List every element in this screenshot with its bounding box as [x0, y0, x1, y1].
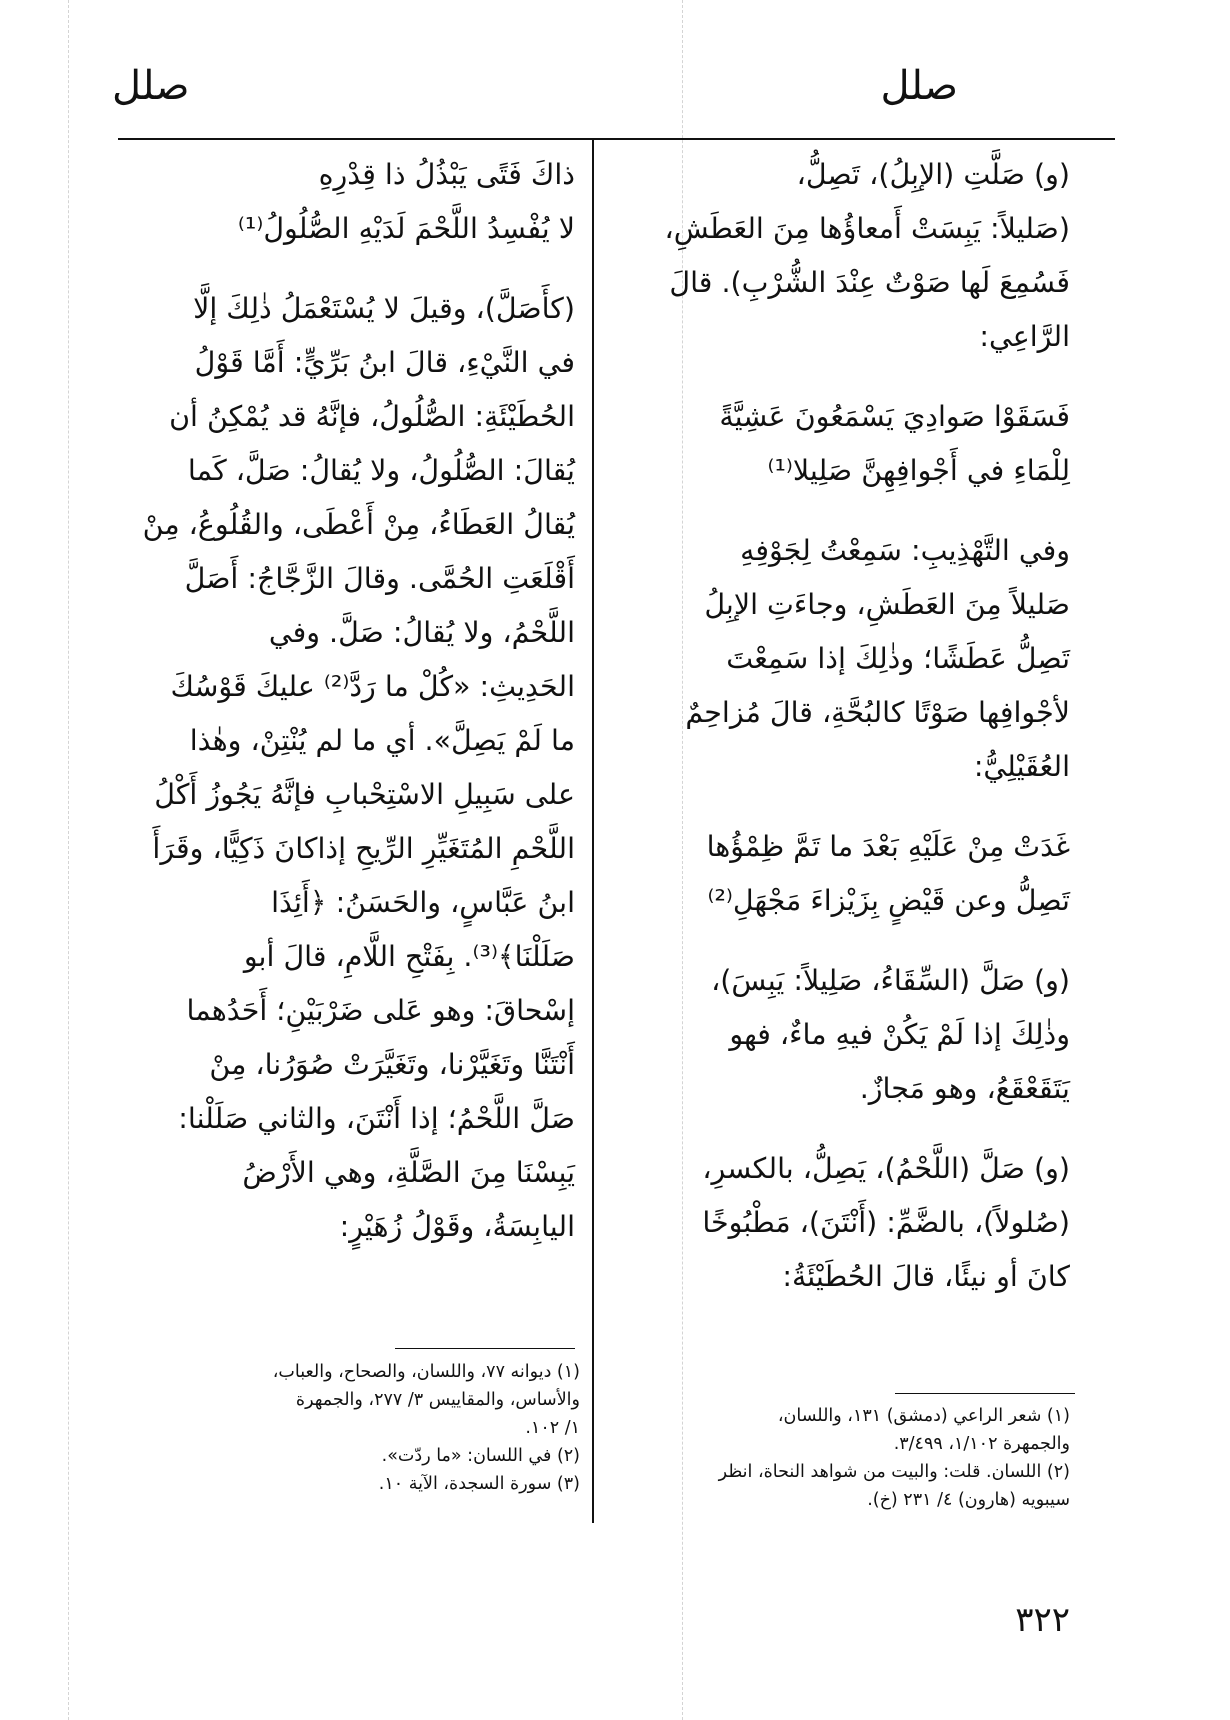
- footnote-line: (١) شعر الراعي (دمشق) ١٣١، واللسان،: [777, 1406, 1070, 1426]
- text-line: في النَّيْءِ، قالَ ابنُ بَرِّيٍّ: أَمَّا قَوْلُ: [194, 346, 575, 379]
- text-line: وذٰلِكَ إذا لَمْ يَكُنْ فيهِ ماءٌ، فهو: [729, 1018, 1070, 1051]
- header-rule: [118, 138, 1115, 140]
- footnotes-left: [120, 1358, 580, 1498]
- text-line: اللَّحْمِ المُتَغَيِّرِ الرِّيحِ إذاكانَ ذَكِيًّا، وقَرَأَ: [152, 832, 575, 865]
- text-line: صَلَلْنَا﴾⁽³⁾. بِفَتْحِ اللَّامِ، قالَ أبو: [243, 940, 575, 973]
- verse-line: لِلْمَاءِ في أَجْوافِهِنَّ صَلِيلا⁽¹⁾: [767, 454, 1070, 487]
- verse-line: تَصِلُّ وعن قَيْضٍ بِزَيْزاءَ مَجْهَلِ⁽²⁾: [707, 884, 1070, 917]
- text-line: الرَّاعِي:: [979, 320, 1070, 353]
- text-line: صَلَّ اللَّحْمُ؛ إذا أَنْتَنَ، والثاني صَلَلْنا:: [178, 1102, 575, 1135]
- footnotes-right: [600, 1402, 1070, 1514]
- footnote-line: سيبويه (هارون) ٤/ ٢٣١ (خ).: [867, 1490, 1070, 1510]
- verse-line: غَدَتْ مِنْ عَلَيْهِ بَعْدَ ما تَمَّ ظِمْؤُها: [706, 830, 1070, 863]
- text-line: أَقْلَعَتِ الحُمَّى. وقالَ الزَّجَّاجُ: أَصَلَّ: [184, 562, 575, 595]
- text-line: أَنْتَنَّا وتَغَيَّرْنا، وتَغَيَّرَتْ صُوَرُنا، مِنْ: [209, 1048, 575, 1081]
- page-number: ٣٢٢: [1015, 1600, 1070, 1640]
- text-line: (صَليلاً: يَبِسَتْ أَمعاؤُها مِنَ العَطَشِ،: [664, 212, 1070, 245]
- footnote-rule-right: [895, 1393, 1075, 1394]
- text-line: الحَدِيثِ: «كُلْ ما رَدَّ⁽²⁾ عليكَ قَوْسُكَ: [170, 670, 575, 703]
- running-header-left: صلل: [112, 63, 190, 109]
- footnote-line: والأساس، والمقاييس ٣/ ٢٧٧، والجمهرة: [295, 1390, 580, 1410]
- text-line: كانَ أو نيئًا، قالَ الحُطَيْئَةُ:: [782, 1260, 1070, 1293]
- text-line: صَليلاً مِنَ العَطَشِ، وجاءَتِ الإبِلُ: [704, 588, 1070, 621]
- text-line: (كأَصَلَّ)، وقيلَ لا يُسْتَعْمَلُ ذٰلِكَ إلَّا: [193, 292, 575, 325]
- running-header-right: صلل: [880, 63, 958, 109]
- text-line: الحُطَيْئَةِ: الصُّلُولُ، فإنَّهُ قد يُمْكِنُ أن: [169, 400, 575, 433]
- text-line: تَصِلُّ عَطَشًا؛ وذٰلِكَ إذا سَمِعْتَ: [726, 642, 1070, 675]
- footnote-line: (١) ديوانه ٧٧، واللسان، والصحاح، والعباب،: [272, 1362, 580, 1382]
- verse-line: ذاكَ فَتًى يَبْذُلُ ذا قِدْرِهِ: [318, 158, 575, 191]
- text-line: يُقالَ: الصُّلُولُ، ولا يُقالُ: صَلَّ، كَما: [187, 454, 575, 487]
- text-line: (و) صَلَّتِ (الإبِلُ)، تَصِلُّ،: [796, 158, 1070, 191]
- text-line: يُقالُ العَطَاءُ، مِنْ أَعْطَى، والقُلُوعُ، مِنْ: [142, 508, 575, 541]
- text-line: (و) صَلَّ (السِّقَاءُ، صَلِيلاً: يَبِسَ)،: [711, 964, 1070, 997]
- text-line: إسْحاقَ: وهو عَلى ضَرْبَيْنِ؛ أَحَدُهما: [186, 994, 575, 1027]
- footnote-line: (٢) اللسان. قلت: والبيت من شواهد النحاة، انظر: [718, 1462, 1070, 1482]
- footnote-line: ١/ ١٠٢.: [525, 1418, 580, 1438]
- text-line: فَسُمِعَ لَها صَوْتٌ عِنْدَ الشُّرْبِ). قالَ: [669, 266, 1070, 299]
- right-column: [630, 148, 1070, 1304]
- text-line: وفي التَّهْذِيبِ: سَمِعْتُ لِجَوْفِهِ: [740, 534, 1070, 567]
- footnote-rule-left: [395, 1348, 575, 1349]
- text-line: ابنُ عَبَّاسٍ، والحَسَنُ: ﴿أَئِذَا: [271, 886, 575, 919]
- text-line: اللَّحْمُ، ولا يُقالُ: صَلَّ. وفي: [268, 616, 575, 649]
- text-line: (صُلولاً)، بالضَّمِّ: (أَنْتَنَ)، مَطْبُوخًا: [702, 1206, 1070, 1239]
- footnote-line: (٣) سورة السجدة، الآية ١٠.: [378, 1474, 580, 1494]
- text-line: (و) صَلَّ (اللَّحْمُ)، يَصِلُّ، بالكسرِ،: [702, 1152, 1070, 1185]
- text-line: يَبِسْنَا مِنَ الصَّلَّةِ، وهي الأَرْضُ: [242, 1156, 575, 1189]
- verse-line: فَسَقَوْا صَوادِيَ يَسْمَعُونَ عَشِيَّةً: [719, 400, 1070, 433]
- verse-line: لا يُفْسِدُ اللَّحْمَ لَدَيْهِ الصُّلُولُ⁽¹⁾: [237, 212, 575, 245]
- footnote-line: والجمهرة ١/١٠٢، ٣/٤٩٩.: [893, 1434, 1070, 1454]
- text-line: على سَبِيلِ الاسْتِحْبابِ فإنَّهُ يَجُوزُ أَكْلُ: [154, 778, 575, 811]
- footnote-line: (٢) في اللسان: «ما ردّت».: [381, 1446, 580, 1466]
- text-line: اليابِسَةُ، وقَوْلُ زُهَيْرٍ:: [339, 1210, 575, 1243]
- text-line: لأجْوافِها صَوْتًا كالبُحَّةِ، قالَ مُزاحِمٌ: [685, 696, 1070, 729]
- text-line: يَتَقَعْقَعُ، وهو مَجازٌ.: [859, 1072, 1070, 1105]
- column-divider: [592, 138, 594, 1523]
- text-line: ما لَمْ يَصِلَّ». أي ما لم يُنْتِنْ، وهٰذا: [189, 724, 575, 757]
- text-line: العُقَيْلِيُّ:: [973, 750, 1070, 783]
- left-column: [135, 148, 575, 1254]
- scan-margin-line: [68, 0, 69, 1720]
